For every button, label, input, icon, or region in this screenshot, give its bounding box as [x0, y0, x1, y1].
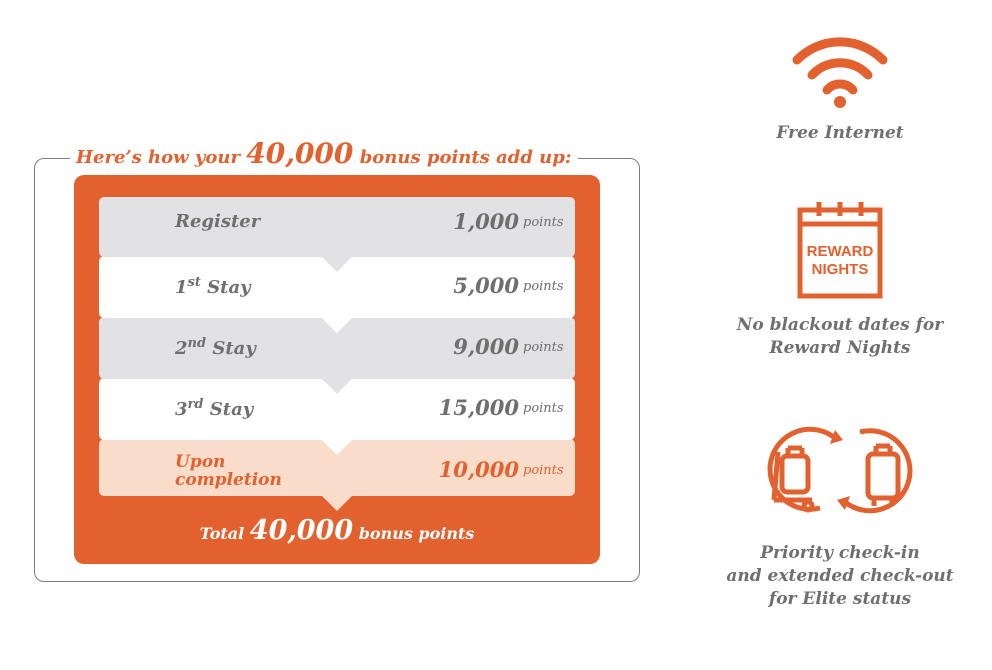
- step-label: Register: [175, 211, 261, 232]
- step-label: Upon completion: [175, 452, 282, 490]
- feature-text: Priority check-in and extended check-out for Elite status: [726, 543, 954, 609]
- step-amount: 1,000: [453, 209, 519, 234]
- step-first-stay: [97, 261, 575, 318]
- luggage-icon: [750, 420, 930, 520]
- total-suffix: bonus points: [358, 524, 475, 543]
- step-amount: 9,000: [453, 334, 519, 359]
- step-unit: points: [523, 340, 564, 355]
- feature-reward-nights: [700, 200, 980, 360]
- wifi-icon: [785, 30, 895, 110]
- step-second-stay: [97, 322, 575, 379]
- step-unit: points: [523, 215, 564, 230]
- svg-text:NIGHTS: NIGHTS: [811, 261, 869, 278]
- headline-suffix: bonus points add up:: [359, 147, 572, 168]
- headline-amount: 40,000: [246, 137, 354, 170]
- step-third-stay: [97, 383, 575, 440]
- step-unit: points: [523, 279, 564, 294]
- reward-nights-calendar-icon: [797, 200, 883, 300]
- step-register: [97, 197, 575, 254]
- step-amount: 5,000: [453, 273, 519, 298]
- headline-prefix: Here’s how your: [76, 147, 240, 168]
- step-label: 1st Stay: [175, 275, 251, 298]
- step-amount: 10,000: [438, 457, 519, 482]
- feature-text: No blackout dates for Reward Nights: [736, 315, 944, 358]
- feature-priority-checkin: [700, 420, 980, 611]
- feature-free-internet: [700, 30, 980, 145]
- total-points: [74, 515, 600, 546]
- bonus-headline: [70, 138, 578, 174]
- step-unit: points: [523, 401, 564, 416]
- step-upon-completion: [97, 445, 575, 502]
- step-label: 2nd Stay: [175, 336, 256, 359]
- step-label: 3rd Stay: [175, 397, 254, 420]
- step-amount: 15,000: [438, 395, 519, 420]
- svg-text:REWARD: REWARD: [806, 243, 874, 260]
- points-panel: [74, 175, 600, 564]
- step-unit: points: [523, 463, 564, 478]
- total-amount: 40,000: [249, 515, 354, 546]
- feature-text: Free Internet: [776, 123, 904, 143]
- total-prefix: Total: [199, 524, 245, 543]
